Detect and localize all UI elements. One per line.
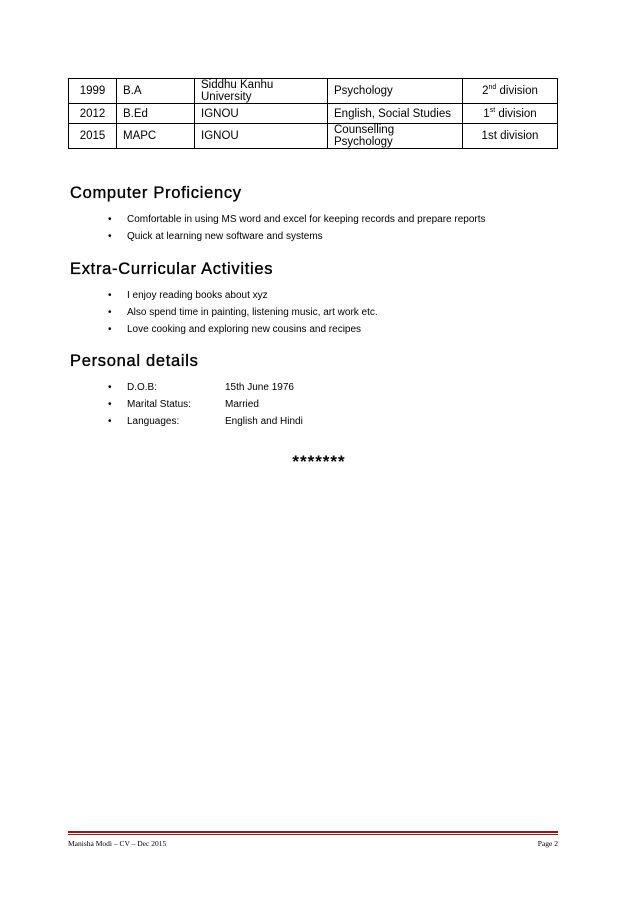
list-item-text: Comfortable in using MS word and excel for keeping records and prepare reports	[127, 214, 486, 225]
list-item	[70, 304, 378, 321]
detail-label: Languages:	[127, 416, 180, 427]
year-cell: 1999	[69, 79, 117, 104]
table-row	[69, 104, 558, 124]
extra-curricular-section	[70, 260, 378, 338]
detail-value: 15th June 1976	[225, 382, 294, 393]
footer-title: Manisha Modi – CV – Dec 2015	[68, 839, 167, 848]
end-separator: *******	[292, 452, 346, 471]
division-text: division	[495, 107, 537, 120]
education-table	[68, 78, 558, 149]
university-cell: IGNOU	[195, 124, 328, 149]
table-row	[69, 124, 558, 149]
list-item	[70, 396, 303, 413]
list-item	[70, 413, 303, 430]
bullet-icon: •	[108, 382, 112, 393]
bullet-icon: •	[108, 416, 112, 427]
university-cell: IGNOU	[195, 104, 328, 124]
footer-rule-thin	[68, 834, 558, 835]
list-item-text: I enjoy reading books about xyz	[127, 290, 268, 301]
bullet-list	[70, 211, 486, 245]
degree-cell: MAPC	[117, 124, 195, 149]
list-item	[70, 379, 303, 396]
subject-cell: Psychology	[328, 79, 463, 104]
bullet-icon: •	[108, 324, 112, 335]
list-item	[70, 228, 486, 245]
section-heading: Extra-Curricular Activities	[70, 260, 274, 278]
list-item	[70, 211, 486, 228]
division-text: 1st division	[481, 130, 539, 142]
personal-details-section	[70, 352, 303, 430]
bullet-icon: •	[108, 231, 112, 242]
bullet-list	[70, 379, 303, 430]
year-cell: 2015	[69, 124, 117, 149]
page-number: Page 2	[537, 839, 558, 848]
division-suffix: nd	[488, 84, 497, 91]
division-cell	[463, 104, 558, 124]
division-cell	[463, 124, 558, 149]
detail-label: D.O.B:	[127, 382, 158, 393]
bullet-icon: •	[108, 307, 112, 318]
degree-cell: B.Ed	[117, 104, 195, 124]
computer-proficiency-section	[70, 184, 486, 245]
bullet-icon: •	[108, 399, 112, 410]
division-number: 2	[482, 85, 489, 97]
bullet-icon: •	[108, 214, 112, 225]
section-heading: Computer Proficiency	[70, 184, 242, 202]
detail-value: Married	[225, 399, 259, 410]
bullet-icon: •	[108, 290, 112, 301]
section-heading: Personal details	[70, 352, 199, 370]
table-row	[69, 79, 558, 104]
division-suffix: st	[489, 106, 496, 114]
list-item-text: Quick at learning new software and systems	[127, 231, 323, 242]
list-item	[70, 321, 378, 338]
division-text: division	[496, 85, 538, 97]
footer-rule	[68, 831, 558, 833]
university-cell: Siddhu Kanhu University	[195, 79, 328, 104]
detail-value: English and Hindi	[225, 416, 303, 427]
bullet-list	[70, 287, 378, 338]
detail-label: Marital Status:	[127, 399, 191, 410]
list-item-text: Also spend time in painting, listening music, art work etc.	[127, 307, 378, 318]
year-cell: 2012	[69, 104, 117, 124]
division-cell	[463, 79, 558, 104]
division-number: 1	[483, 107, 490, 120]
subject-cell: Counselling Psychology	[328, 124, 463, 149]
degree-cell: B.A	[117, 79, 195, 104]
subject-cell: English, Social Studies	[328, 104, 463, 124]
list-item-text: Love cooking and exploring new cousins and recipes	[127, 324, 362, 335]
list-item	[70, 287, 378, 304]
